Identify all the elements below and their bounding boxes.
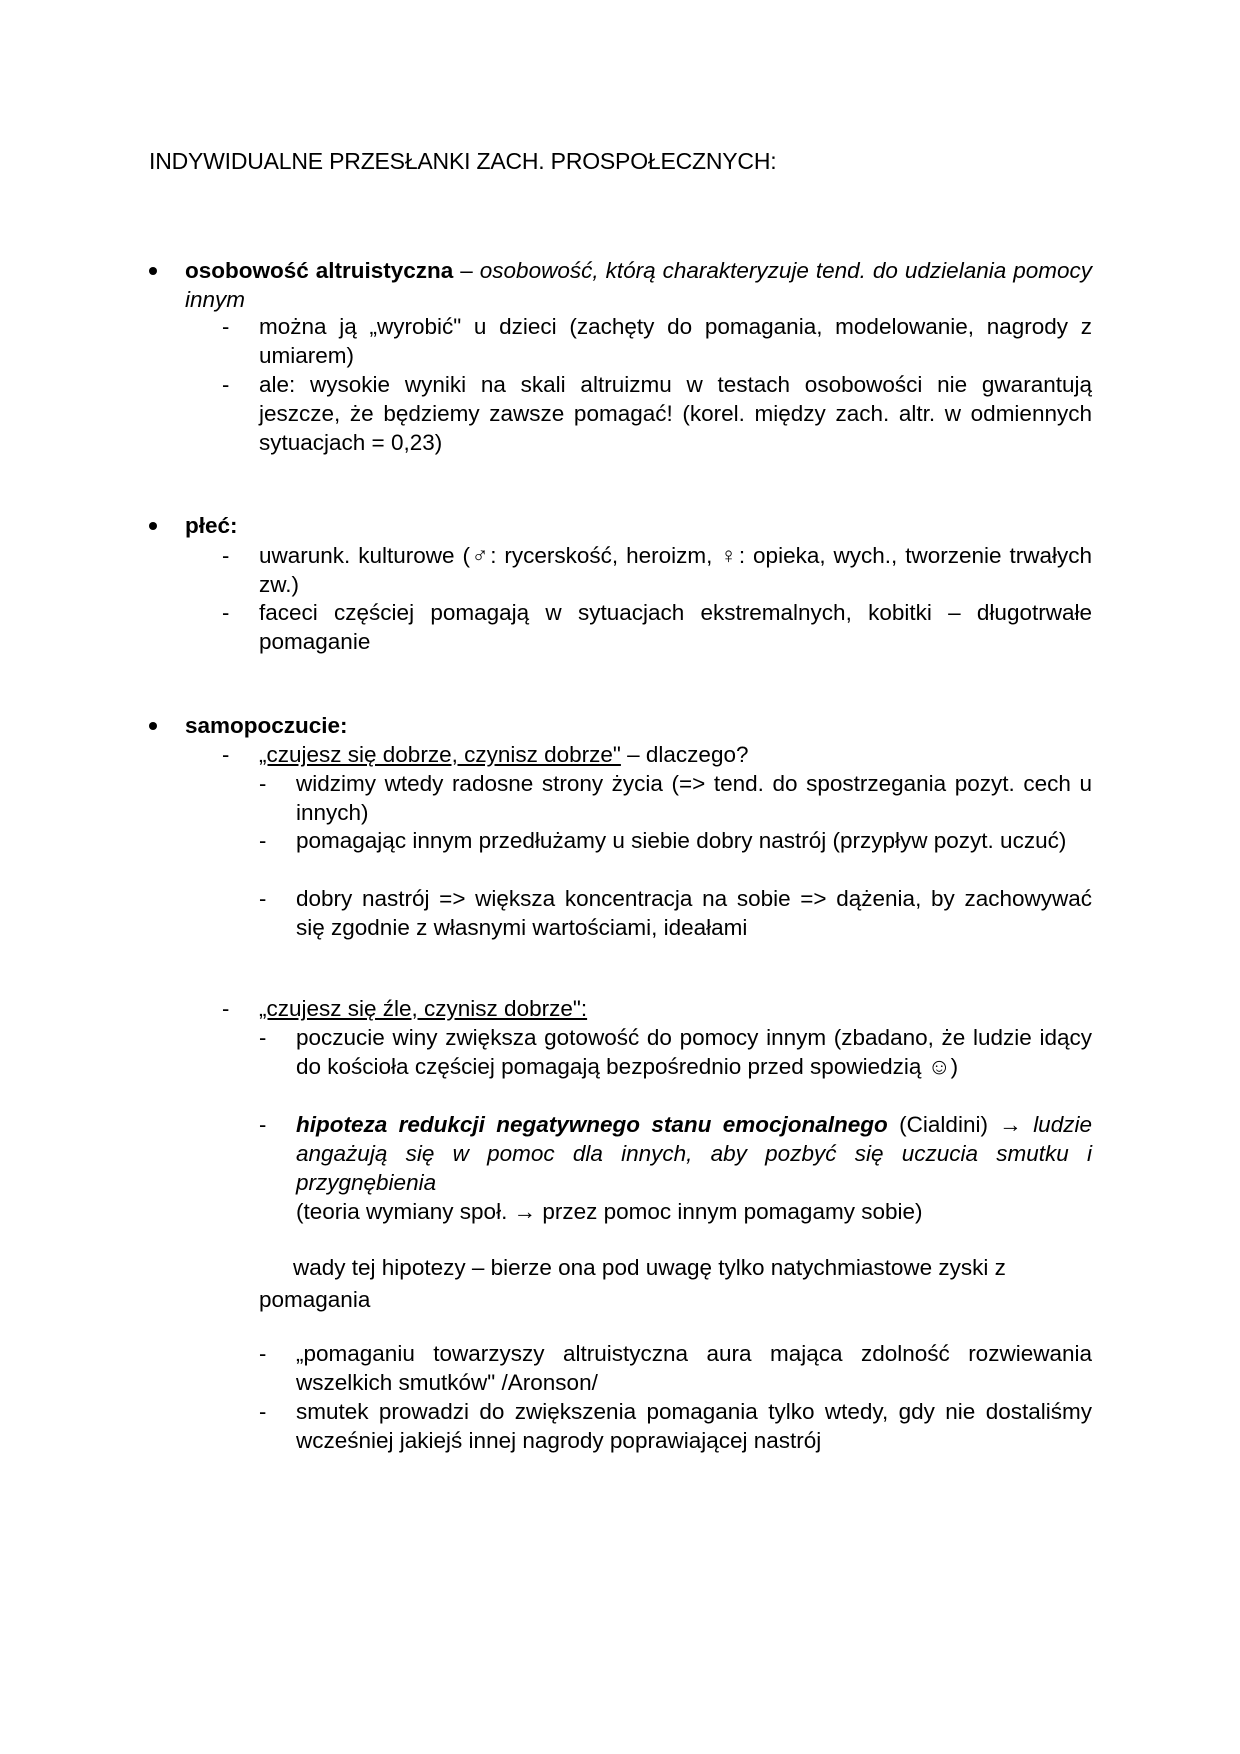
subheading-bad: „czujesz się źle, czynisz dobrze":	[259, 996, 588, 1021]
subheading-label: „czujesz się dobrze, czynisz dobrze"	[259, 742, 621, 767]
hypothesis-author: (Cialdini) →	[887, 1112, 1022, 1137]
list-item: „pomaganiu towarzyszy altruistyczna aura mająca zdolność rozwiewania wszelkich smutków" /Aronson/	[296, 1341, 1092, 1395]
dash-icon: -	[222, 543, 230, 568]
bullet-icon	[149, 722, 157, 730]
section-heading: osobowość altruistyczna	[185, 258, 454, 283]
section-heading: płeć:	[185, 513, 238, 538]
hypothesis-flaws: wady tej hipotezy – bierze ona pod uwagę tylko natychmiastowe zyski z pomagania	[259, 1255, 1006, 1312]
list-item: poczucie winy zwiększa gotowość do pomocy innym (zbadano, że ludzie idący do kościoła częściej pomagają bezpośrednio przed spowiedzią ☺)	[296, 1025, 1092, 1079]
page-title: INDYWIDUALNE PRZESŁANKI ZACH. PROSPOŁECZNYCH:	[149, 148, 777, 174]
dash-icon: -	[259, 1341, 267, 1366]
definition: osobowość, którą charakteryzuje tend. do udzielania pomocy innym	[185, 258, 1092, 312]
dash-icon: -	[259, 771, 267, 796]
dash-icon: -	[222, 314, 230, 339]
list-item: ale: wysokie wyniki na skali altruizmu w testach osobowości nie gwarantują jeszcze, że będziemy zawsze pomagać! (korel. między zach. altr. w odmiennych sytuacjach = 0,23)	[259, 372, 1092, 455]
hypothesis-name: hipoteza redukcji negatywnego stanu emocjonalnego	[296, 1112, 888, 1137]
dash-icon: -	[222, 372, 230, 397]
hypothesis-note: (teoria wymiany społ. → przez pomoc innym pomagamy sobie)	[296, 1199, 923, 1224]
list-item: dobry nastrój => większa koncentracja na sobie => dążenia, by zachowywać się zgodnie z własnymi wartościami, ideałami	[296, 886, 1092, 940]
separator: –	[453, 258, 480, 283]
dash-icon: -	[222, 742, 230, 767]
dash-icon: -	[259, 828, 267, 853]
hypothesis-description: ludzie angażują się w pomoc dla innych, aby pozbyć się uczucia smutku i przygnębienia	[296, 1112, 1092, 1195]
bullet-icon	[149, 267, 157, 275]
dash-icon: -	[222, 600, 230, 625]
subheading-good	[259, 740, 1092, 769]
list-item: można ją „wyrobić" u dzieci (zachęty do pomagania, modelowanie, nagrody z umiarem)	[259, 314, 1092, 368]
dash-icon: -	[259, 1399, 267, 1424]
list-item: pomagając innym przedłużamy u siebie dobry nastrój (przypływ pozyt. uczuć)	[296, 828, 1067, 853]
subheading-suffix: – dlaczego?	[620, 742, 749, 767]
dash-icon: -	[259, 1112, 267, 1137]
hypothesis	[296, 1110, 1092, 1197]
list-item: smutek prowadzi do zwiększenia pomagania tylko wtedy, gdy nie dostaliśmy wcześniej jakiejś innej nagrody poprawiającej nastrój	[296, 1399, 1092, 1453]
dash-icon: -	[259, 1025, 267, 1050]
dash-icon: -	[259, 886, 267, 911]
section-altruism	[185, 256, 1092, 314]
bullet-icon	[149, 522, 157, 530]
section-heading: samopoczucie:	[185, 713, 348, 738]
dash-icon: -	[222, 996, 230, 1021]
list-item: faceci częściej pomagają w sytuacjach ekstremalnych, kobitki – długotrwałe pomaganie	[259, 600, 1092, 654]
list-item: widzimy wtedy radosne strony życia (=> tend. do spostrzegania pozyt. cech u innych)	[296, 771, 1092, 825]
list-item: uwarunk. kulturowe (♂: rycerskość, heroizm, ♀: opieka, wych., tworzenie trwałych zw.)	[259, 543, 1092, 597]
